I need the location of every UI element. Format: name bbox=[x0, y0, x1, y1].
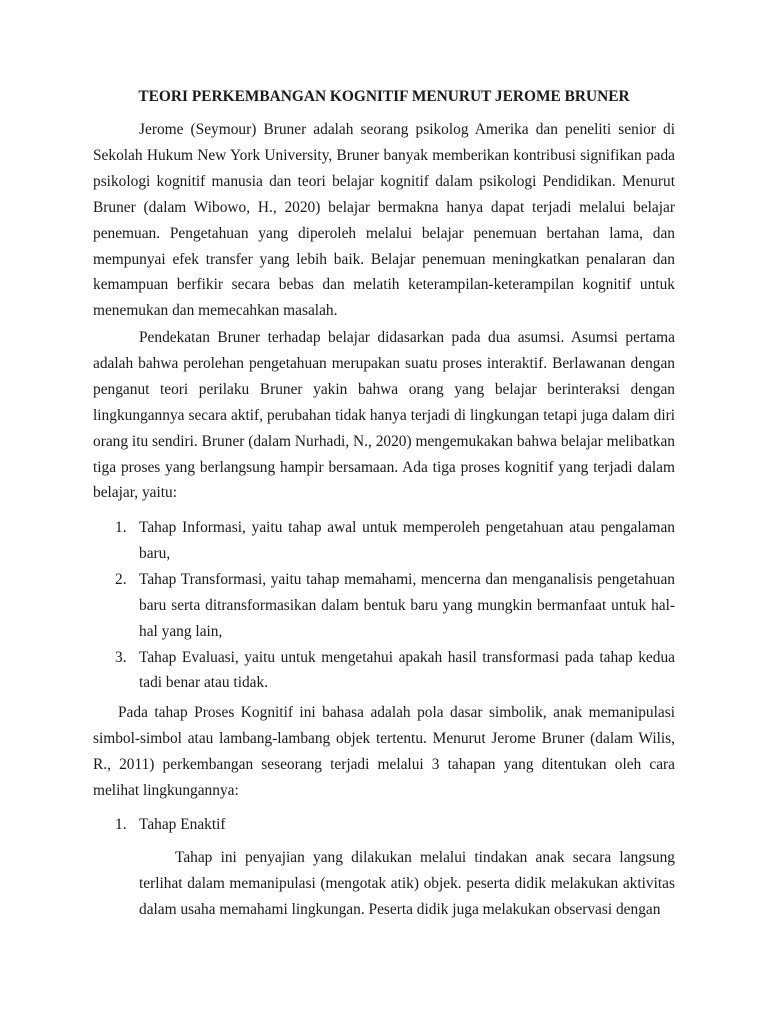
list-item bbox=[93, 645, 675, 697]
list-item bbox=[93, 515, 675, 567]
document-title: TEORI PERKEMBANGAN KOGNITIF MENURUT JEROME BRUNER bbox=[138, 88, 630, 105]
paragraph-enactive-stage: Tahap ini penyajian yang dilakukan melalui tindakan anak secara langsung terlihat dalam memanipulasi (mengotak atik) objek. peserta didik melakukan aktivitas dalam usaha memahami lingkungan. Peserta didik juga melakukan observasi dengan bbox=[139, 849, 675, 918]
list-item-text: Tahap Informasi, yaitu tahap awal untuk memperoleh pengetahuan atau pengalaman baru, bbox=[139, 519, 675, 562]
list-item-number: 1. bbox=[115, 519, 127, 536]
development-stage-list bbox=[93, 812, 675, 838]
list-item-text: Tahap Enaktif bbox=[139, 816, 226, 833]
paragraph-introduction: Jerome (Seymour) Bruner adalah seorang psikolog Amerika dan peneliti senior di Sekolah Hukum New York University, Bruner banyak memberikan kontribusi signifikan pada psikologi kognitif manusia dan teori belajar kognitif dalam psikologi Pendidikan. Menurut Bruner (dalam Wibowo, H., 2020) belajar bermakna hanya dapat terjadi melalui belajar penemuan. Pengetahuan yang diperoleh melalui belajar penemuan bertahan lama, dan mempunyai efek transfer yang lebih baik. Belajar penemuan meningkatkan penalaran dan kemampuan berfikir secara bebas dan melatih keterampilan-keterampilan kognitif untuk menemukan dan memecahkan masalah. bbox=[93, 121, 675, 320]
list-item-text: Tahap Transformasi, yaitu tahap memahami, mencerna dan menganalisis pengetahuan baru serta ditransformasikan dalam bentuk baru yang mungkin bermanfaat untuk hal-hal yang lain, bbox=[139, 570, 675, 640]
list-item bbox=[93, 567, 675, 645]
list-item-number: 3. bbox=[115, 648, 127, 666]
list-item-text: Tahap Evaluasi, yaitu untuk mengetahui apakah hasil transformasi pada tahap kedua tadi benar atau tidak. bbox=[139, 648, 675, 692]
list-item-number: 1. bbox=[115, 816, 127, 833]
paragraph-approach: Pendekatan Bruner terhadap belajar didasarkan pada dua asumsi. Asumsi pertama adalah bahwa perolehan pengetahuan merupakan suatu proses interaktif. Berlawanan dengan penganut teori perilaku Bruner yakin bahwa orang yang belajar berinteraksi dengan lingkungannya secara aktif, perubahan tidak hanya terjadi di lingkungan tetapi juga dalam diri orang itu sendiri. Bruner (dalam Nurhadi, N., 2020) mengemukakan bahwa belajar melibatkan tiga proses yang berlangsung hampir bersamaan. Ada tiga proses kognitif yang terjadi dalam belajar, yaitu: bbox=[93, 329, 675, 502]
list-item bbox=[93, 812, 675, 838]
paragraph-cognitive-stage: Pada tahap Proses Kognitif ini bahasa adalah pola dasar simbolik, anak memanipulasi simbol-simbol atau lambang-lambang objek tertentu. Menurut Jerome Bruner (dalam Wilis, R., 2011) perkembangan seseorang terjadi melalui 3 tahapan yang ditentukan oleh cara melihat lingkungannya: bbox=[93, 704, 675, 799]
list-item-number: 2. bbox=[115, 570, 127, 588]
cognitive-process-list bbox=[93, 515, 675, 696]
